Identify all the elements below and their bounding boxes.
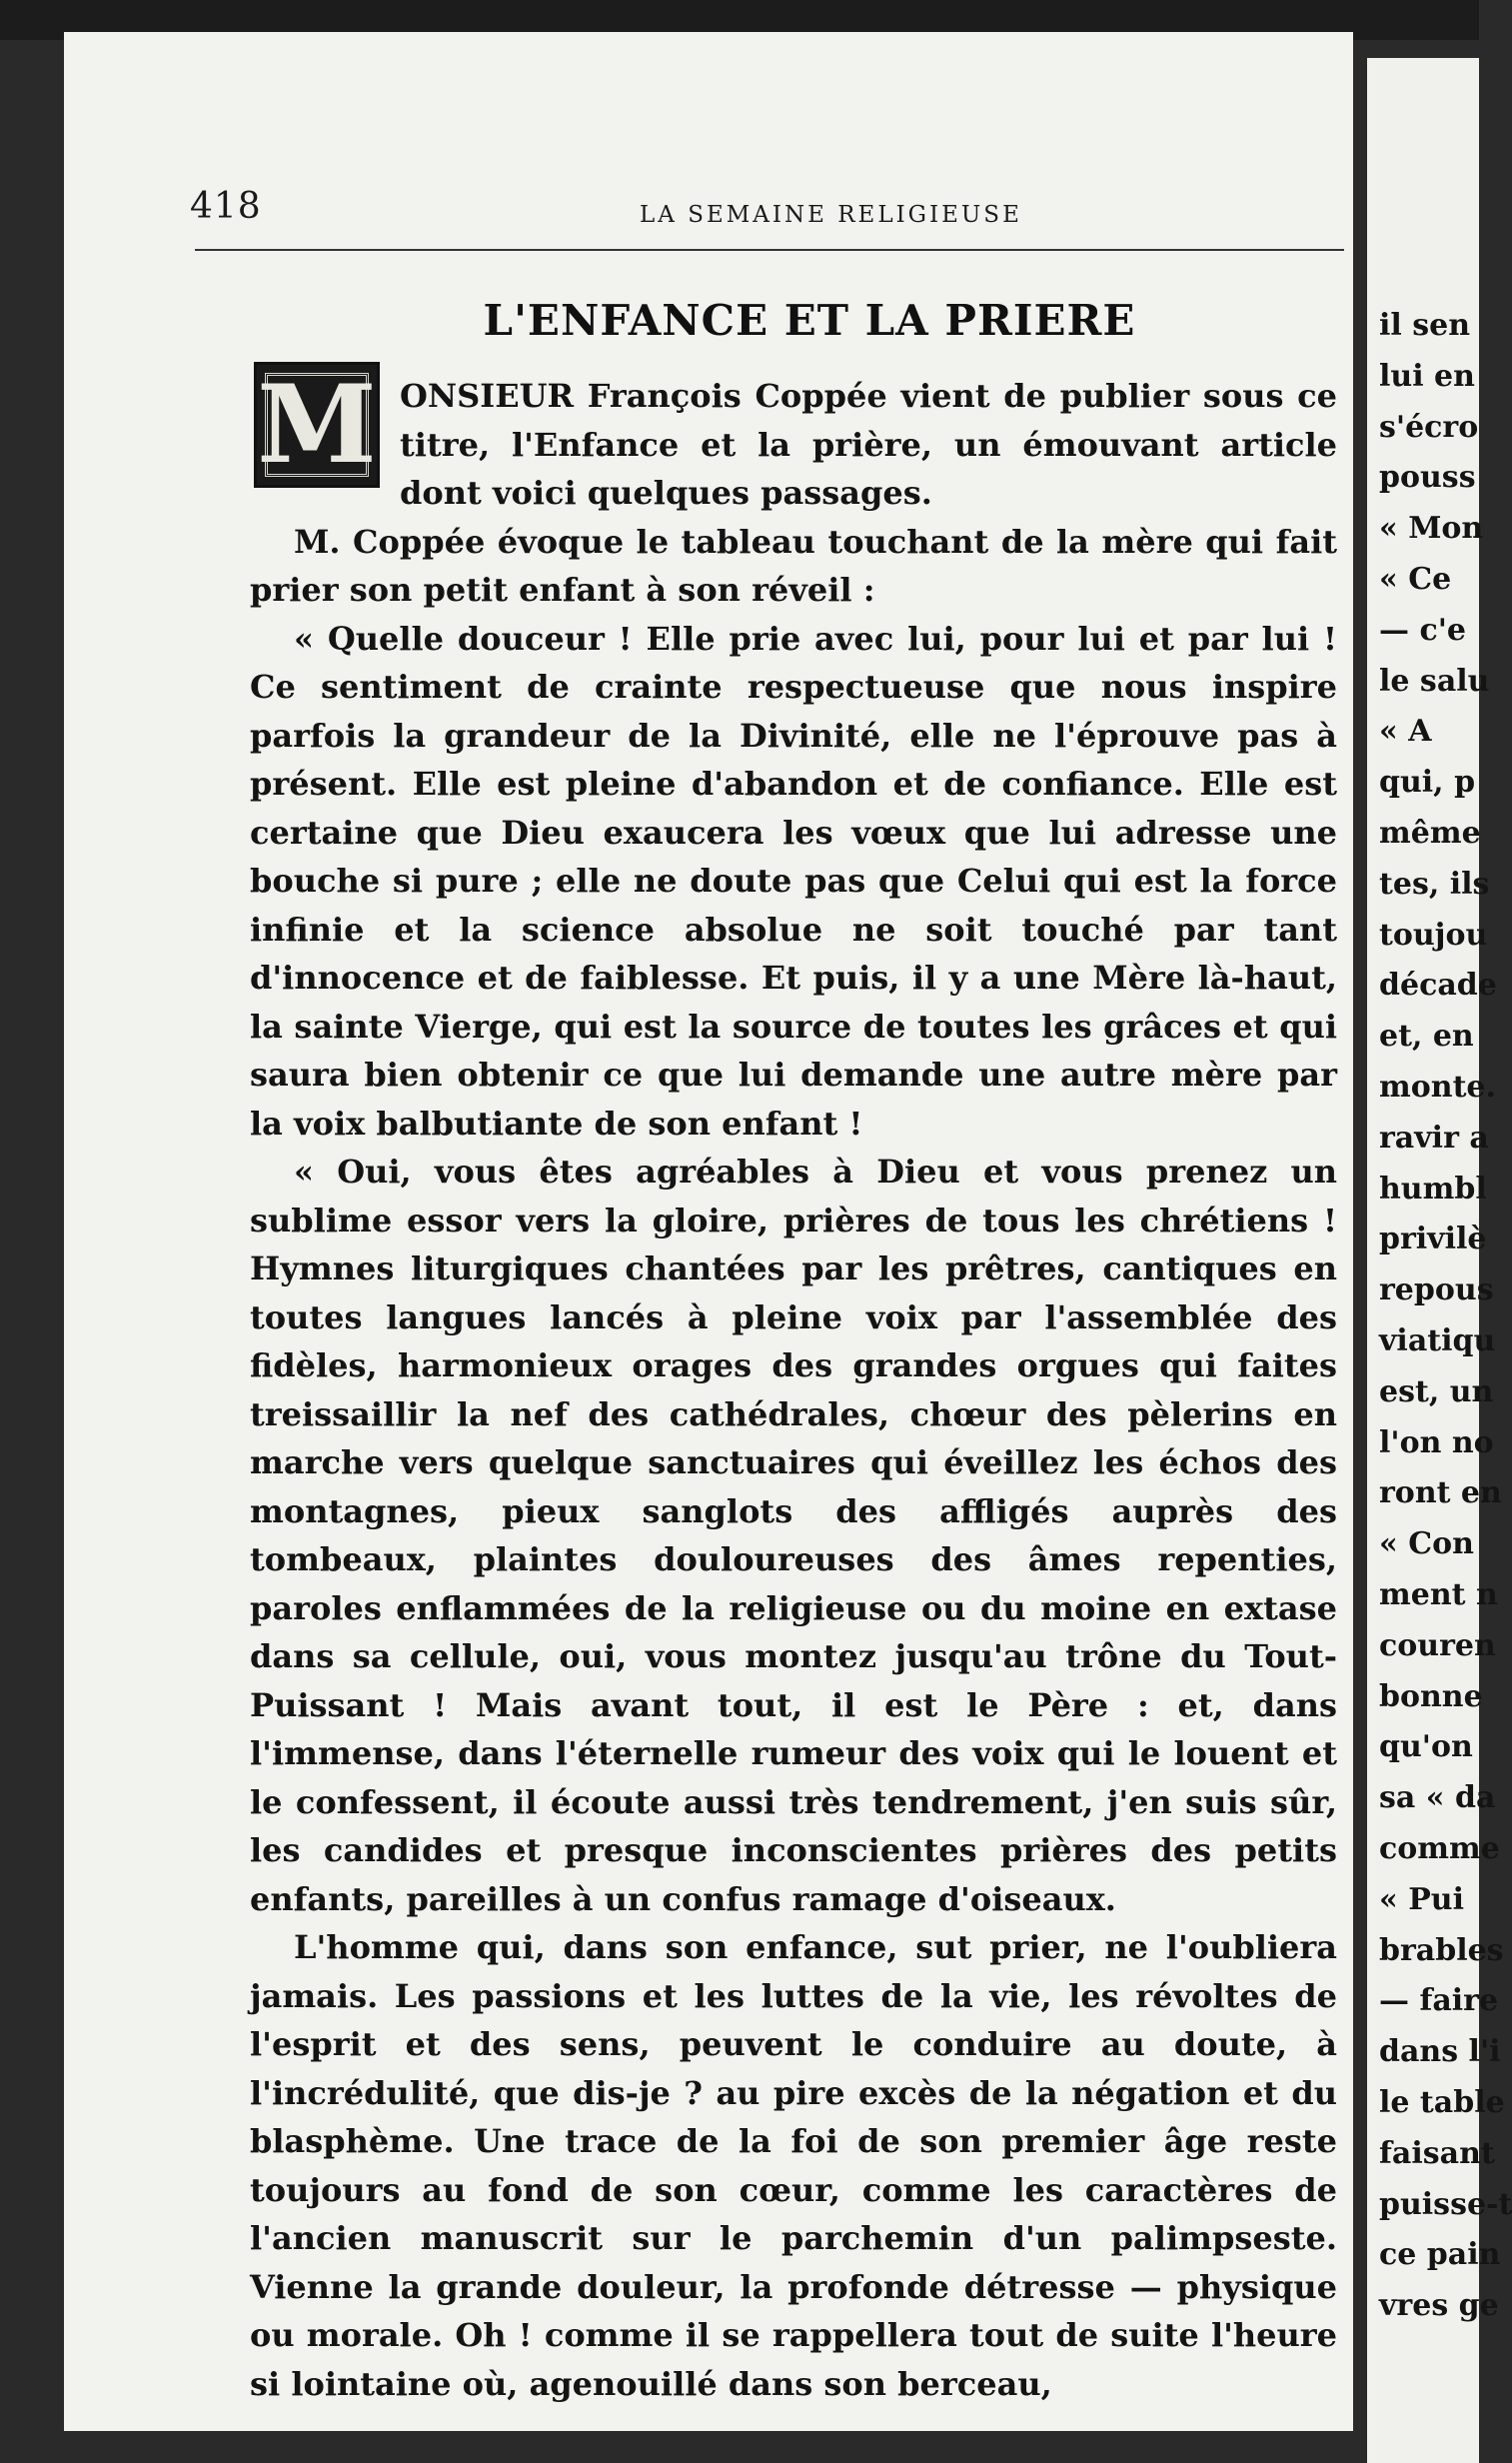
facing-line: ce pain (1379, 2237, 1501, 2273)
paragraph-4: « Oui, vous êtes agréables à Dieu et vous prenez un sublime essor vers la gloire, prières de tous les chrétiens ! Hymnes liturgiques chantées par les prêtres, cantiques en toutes langues lancés à pleine voix par l'assemblée des fidèles, harmonieux orages des grandes orgues qui faites treissaillir la nef des cathédrales, chœur des pèlerins en marche vers quelque sanctuaires qui éveillez les échos des montagnes, pieux sanglots des affligés auprès des tombeaux, plaintes douloureuses des âmes repenties, paroles enflammées de la religieuse ou du moine en extase dans sa cellule, oui, vous montez jusqu'au trône du Tout-Puissant ! Mais avant tout, il est le Père : et, dans l'immense, dans l'éternelle rumeur des voix qui le louent et le confessent, il écoute aussi très tendrement, j'en suis sûr, les candides et presque inconscientes prières des petits enfants, pareilles à un confus ramage d'oiseaux. (250, 1153, 1337, 1918)
page-header (190, 186, 1339, 236)
facing-line: sa « da (1379, 1780, 1496, 1816)
facing-line: pouss (1379, 460, 1476, 496)
facing-line: — faire (1379, 1983, 1499, 2019)
facing-line: tes, ils (1379, 866, 1490, 902)
facing-line: le salu (1379, 663, 1490, 699)
facing-line: « Pui (1379, 1881, 1464, 1917)
facing-line: dans l'i (1379, 2034, 1501, 2070)
facing-line: — c'e (1379, 612, 1466, 648)
paragraph-intro: ONSIEUR François Coppée vient de publier sous ce titre, l'Enfance et la prière, un émouvant article dont voici quelques passages. (400, 377, 1337, 512)
paragraph-5: L'homme qui, dans son enfance, sut prier, ne l'oubliera jamais. Les passions et les luttes de la vie, les révoltes de l'esprit et des sens, peuvent le conduire au doute, à l'incrédulité, que dis-je ? au pire excès de la négation et du blasphème. Une trace de la foi de son premier âge reste toujours au fond de son cœur, comme les caractères de l'ancien manuscrit sur le parchemin d'un palimpseste. Vienne la grande douleur, la profonde détresse — physique ou morale. Oh ! comme il se rappellera tout de suite l'heure si lointaine où, agenouillé dans son berceau, (250, 1928, 1337, 2403)
facing-line: « Mon (1379, 511, 1484, 547)
facing-line: humbl (1379, 1171, 1487, 1207)
facing-line: monte. (1379, 1070, 1496, 1105)
running-head: LA SEMAINE RELIGIEUSE (640, 202, 1022, 228)
facing-line: même (1379, 816, 1481, 851)
facing-line: ment n (1379, 1577, 1498, 1612)
facing-line: il sen (1379, 308, 1471, 343)
facing-line: couren (1379, 1627, 1496, 1663)
paragraph-2: M. Coppée évoque le tableau touchant de la mère qui fait prier son petit enfant à son réveil : (250, 522, 1337, 609)
facing-line: ront en (1379, 1475, 1502, 1511)
article-body (250, 372, 1337, 2408)
facing-line: décade (1379, 968, 1497, 1004)
header-rule (195, 249, 1344, 251)
facing-line: brables (1379, 1932, 1504, 1968)
facing-line: toujou (1379, 917, 1488, 953)
facing-line: le table (1379, 2085, 1505, 2120)
facing-line: vres ge (1379, 2288, 1499, 2324)
facing-line: est, un (1379, 1373, 1494, 1409)
dropcap-letter: M (257, 362, 377, 488)
facing-line: privilè (1379, 1222, 1487, 1257)
facing-line: viatiqu (1379, 1323, 1496, 1358)
article-title: L'ENFANCE ET LA PRIERE (483, 296, 1136, 345)
facing-line: « Ce (1379, 562, 1452, 597)
facing-line: « Con (1379, 1526, 1474, 1562)
facing-line: ravir a (1379, 1120, 1489, 1156)
facing-line: l'on no (1379, 1424, 1494, 1460)
facing-line: qui, p (1379, 765, 1476, 801)
facing-page-fragment (1367, 58, 1512, 2463)
facing-line: puisse-t (1379, 2186, 1512, 2222)
facing-line: repous (1379, 1272, 1494, 1308)
facing-line: « A (1379, 714, 1432, 750)
facing-line: et, en (1379, 1019, 1474, 1055)
facing-line: qu'on (1379, 1729, 1473, 1765)
paragraph-3: « Quelle douceur ! Elle prie avec lui, pour lui et par lui ! Ce sentiment de crainte respectueuse que nous inspire parfois la grandeur de la Divinité, elle ne l'éprouve pas à présent. Elle est pleine d'abandon et de confiance. Elle est certaine que Dieu exaucera les vœux que lui adresse une bouche si pure ; elle ne doute pas que Celui qui est la force infinie et la science absolue ne soit touché par tant d'innocence et de faiblesse. Et puis, il y a une Mère là-haut, la sainte Vierge, qui est la source de toutes les grâces et qui saura bien obtenir ce que lui demande une autre mère par la voix balbutiante de son enfant ! (250, 619, 1337, 1143)
page-number: 418 (190, 186, 262, 227)
facing-line: s'écro (1379, 409, 1479, 445)
facing-line: faisant (1379, 2135, 1495, 2171)
facing-line: comme (1379, 1831, 1500, 1866)
facing-line: lui en (1379, 358, 1475, 394)
facing-line: bonne (1379, 1678, 1483, 1714)
